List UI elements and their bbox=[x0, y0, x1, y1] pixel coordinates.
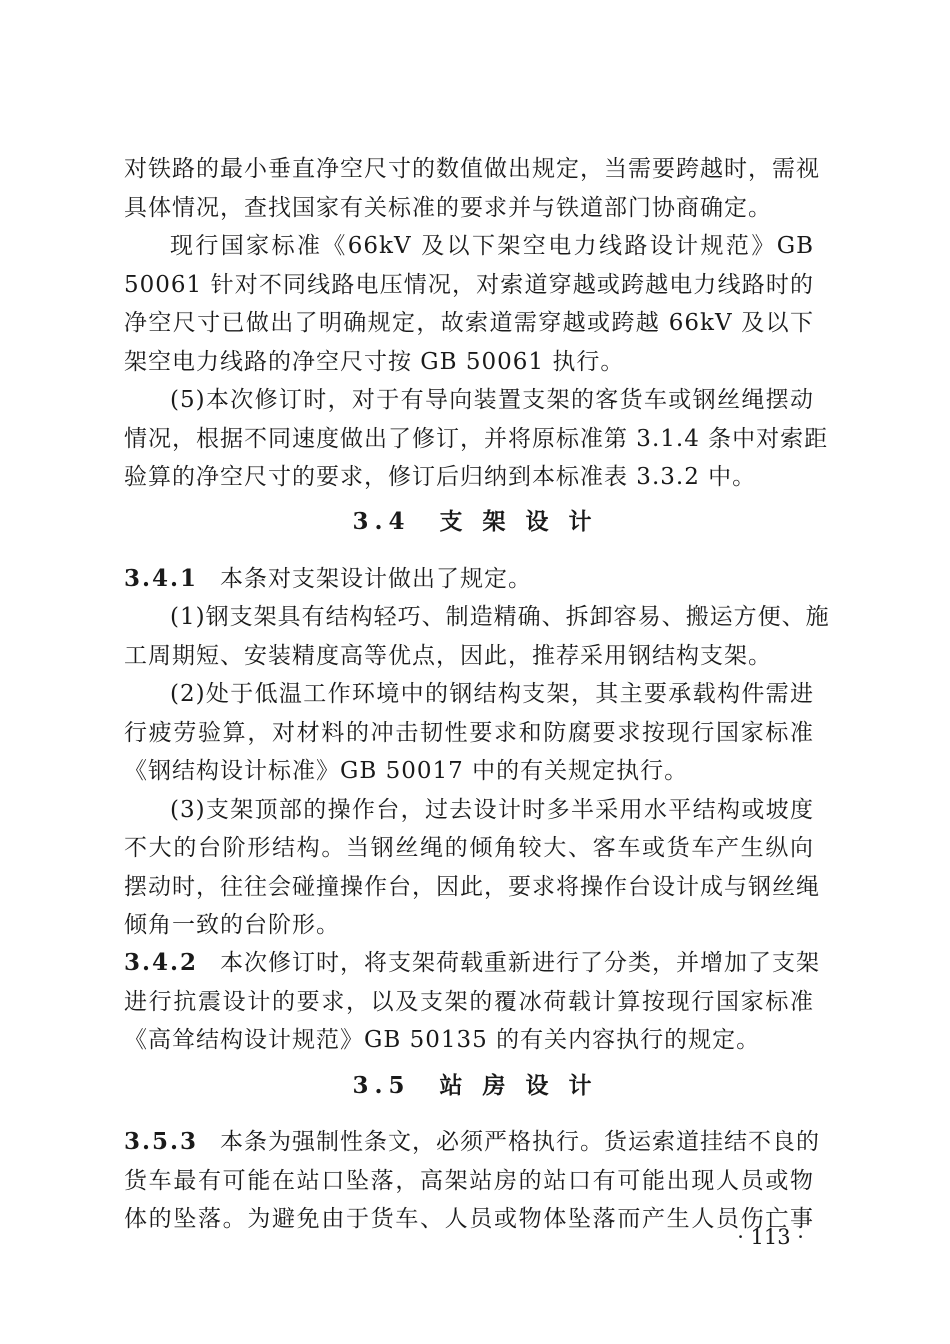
section-heading: 3.4 支 架 设 计 bbox=[352, 508, 598, 535]
body-line: (2)处于低温工作环境中的钢结构支架，其主要承载构件需进 bbox=[170, 681, 814, 707]
body-line: 《钢结构设计标准》GB 50017 中的有关规定执行。 bbox=[124, 758, 689, 784]
body-line: 架空电力线路的净空尺寸按 GB 50061 执行。 bbox=[124, 349, 625, 375]
body-line: 倾角一致的台阶形。 bbox=[124, 912, 340, 938]
body-line: 情况，根据不同速度做出了修订，并将原标准第 3.1.4 条中对索距 bbox=[124, 426, 829, 452]
clause-3-4-1 bbox=[124, 564, 814, 594]
clause-text: 本条为强制性条文，必须严格执行。货运索道挂结不良的 bbox=[220, 1129, 821, 1155]
body-line: 货车最有可能在站口坠落，高架站房的站口有可能出现人员或物 bbox=[124, 1168, 814, 1194]
clause-number: 3.5.3 bbox=[124, 1128, 199, 1155]
body-line: 行疲劳验算，对材料的冲击韧性要求和防腐要求按现行国家标准 bbox=[124, 720, 814, 746]
body-line: 体的坠落。为避免由于货车、人员或物体坠落而产生人员伤亡事 bbox=[124, 1206, 814, 1232]
body-line: (1)钢支架具有结构轻巧、制造精确、拆卸容易、搬运方便、施 bbox=[170, 604, 830, 630]
body-line: 《高耸结构设计规范》GB 50135 的有关内容执行的规定。 bbox=[124, 1027, 761, 1053]
body-line: 现行国家标准《66kV 及以下架空电力线路设计规范》GB bbox=[170, 233, 814, 259]
clause-number: 3.4.1 bbox=[124, 565, 199, 592]
body-line: 对铁路的最小垂直净空尺寸的数值做出规定，当需要跨越时，需视 bbox=[124, 156, 820, 182]
clause-text: 本条对支架设计做出了规定。 bbox=[220, 566, 533, 592]
body-line: (3)支架顶部的操作台，过去设计时多半采用水平结构或坡度 bbox=[170, 797, 814, 823]
body-line: 具体情况，查找国家有关标准的要求并与铁道部门协商确定。 bbox=[124, 195, 772, 221]
clause-3-4-2 bbox=[124, 948, 821, 978]
section-heading: 3.5 站 房 设 计 bbox=[352, 1072, 598, 1099]
clause-number: 3.4.2 bbox=[124, 949, 199, 976]
body-line: (5)本次修订时，对于有导向装置支架的客货车或钢丝绳摆动 bbox=[170, 387, 814, 413]
body-line: 净空尺寸已做出了明确规定，故索道需穿越或跨越 66kV 及以下 bbox=[124, 310, 814, 336]
body-line: 工周期短、安装精度高等优点，因此，推荐采用钢结构支架。 bbox=[124, 643, 772, 669]
body-line: 验算的净空尺寸的要求，修订后归纳到本标准表 3.3.2 中。 bbox=[124, 464, 757, 490]
body-line: 进行抗震设计的要求，以及支架的覆冰荷载计算按现行国家标准 bbox=[124, 989, 814, 1015]
clause-3-5-3 bbox=[124, 1127, 821, 1157]
clause-text: 本次修订时，将支架荷载重新进行了分类，并增加了支架 bbox=[220, 950, 821, 976]
body-line: 摆动时，往往会碰撞操作台，因此，要求将操作台设计成与钢丝绳 bbox=[124, 874, 820, 900]
body-line: 50061 针对不同线路电压情况，对索道穿越或跨越电力线路时的 bbox=[124, 272, 814, 298]
body-line: 不大的台阶形结构。当钢丝绳的倾角较大、客车或货车产生纵向 bbox=[124, 835, 814, 861]
page-number: · 113 · bbox=[737, 1225, 804, 1249]
